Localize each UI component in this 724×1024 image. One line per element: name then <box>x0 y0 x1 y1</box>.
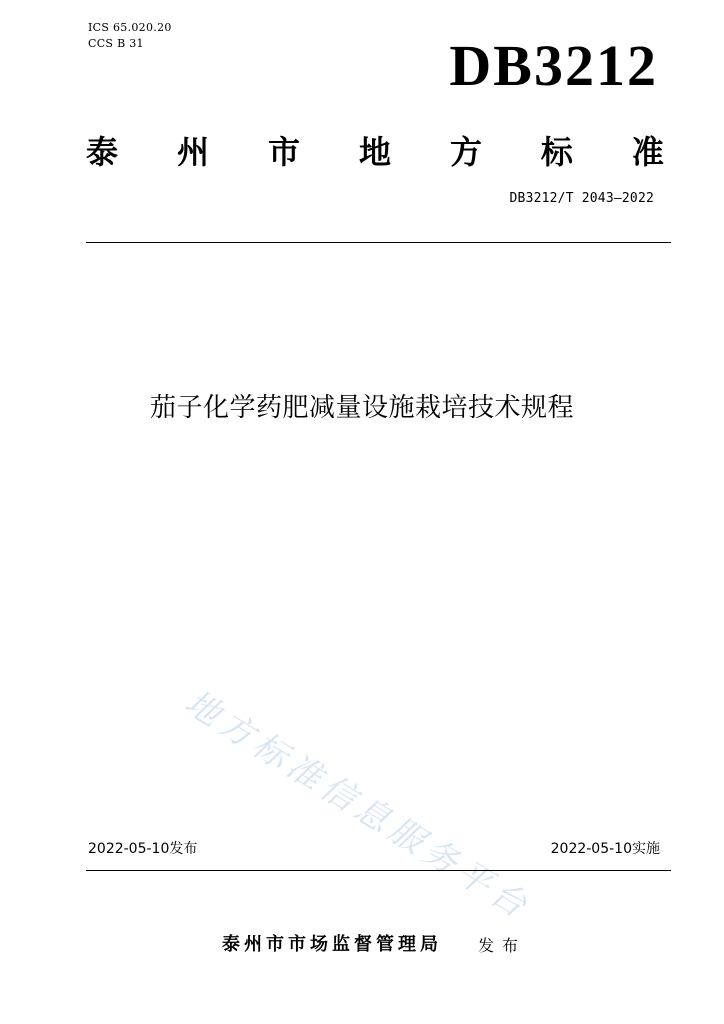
standard-number: DB3212/T 2043—2022 <box>509 191 654 206</box>
standard-type-char: 标 <box>540 133 573 171</box>
publisher: 泰州市市场监督管理局 <box>222 934 442 955</box>
standard-type-char: 地 <box>358 133 391 171</box>
standard-logo: DB3212 <box>449 33 658 98</box>
watermark: 地方标准信息服务平台 <box>177 682 538 929</box>
issue-date: 2022-05-10发布 <box>88 841 198 857</box>
document-title: 茄子化学药肥减量设施栽培技术规程 <box>149 393 574 423</box>
ccs-code: CCS B 31 <box>88 37 144 50</box>
classification-codes <box>88 20 172 52</box>
standard-type-char: 州 <box>176 133 209 171</box>
standard-type-char: 准 <box>631 133 664 171</box>
ics-code: ICS 65.020.20 <box>88 21 172 34</box>
implement-date: 2022-05-10实施 <box>550 841 660 857</box>
publish-label: 发布 <box>478 936 527 955</box>
top-divider <box>86 242 671 243</box>
bottom-divider <box>86 870 671 871</box>
standard-type-char: 方 <box>449 133 482 171</box>
standard-type-char: 泰 <box>86 133 119 171</box>
standard-type-char: 市 <box>267 133 300 171</box>
standard-type-heading <box>86 132 664 172</box>
